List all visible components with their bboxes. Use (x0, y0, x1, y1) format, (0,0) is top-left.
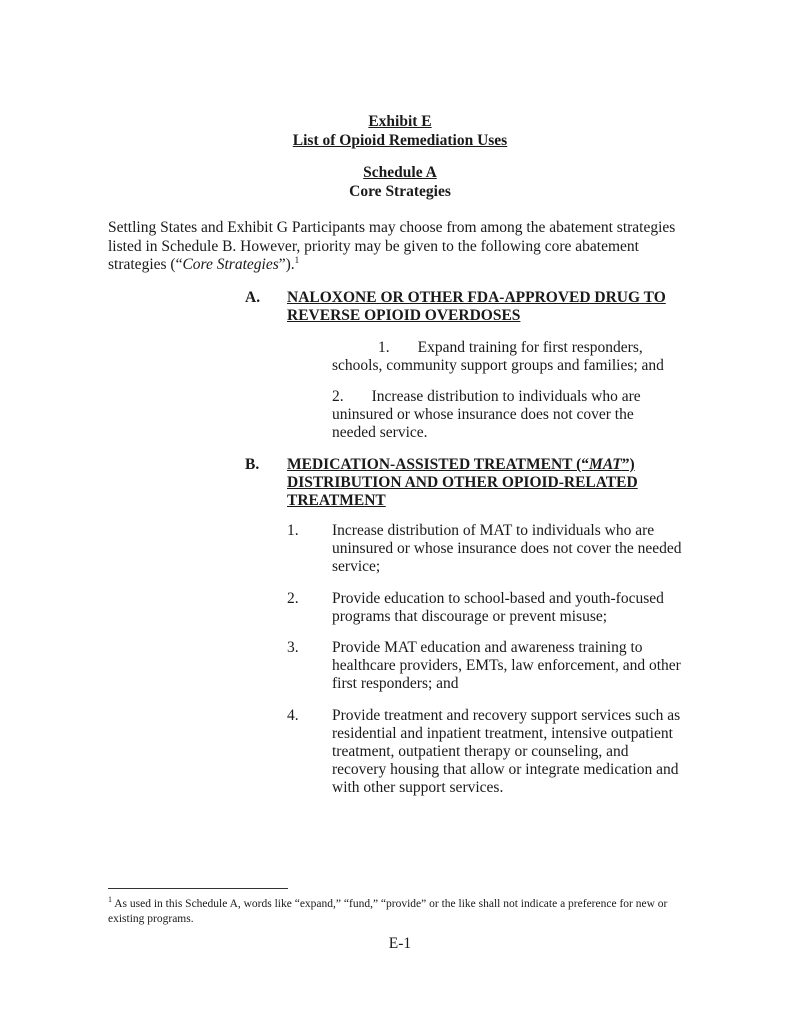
footnote-divider (108, 888, 288, 889)
exhibit-heading: Exhibit E (368, 113, 432, 130)
item-number: 1. (378, 339, 390, 356)
section-b-item-1-number: 1. (287, 522, 299, 539)
footnote (108, 897, 698, 927)
section-b-title (287, 456, 667, 510)
footnote-marker: 1 (108, 895, 112, 905)
section-b-item-4-number: 4. (287, 707, 299, 724)
section-a-item-2 (332, 388, 677, 442)
section-b-item-3-number: 3. (287, 639, 299, 656)
section-a-title: NALOXONE OR OTHER FDA-APPROVED DRUG TO REVERSE OPIOID OVERDOSES (287, 289, 666, 324)
section-b-letter: B. (245, 456, 260, 473)
intro-text: Settling States and Exhibit G Participants may choose from among the abatement strategies listed in Schedule B. However, priority may be given to the following core abatement strategies (“ (108, 219, 676, 273)
intro-italic-term: Core Strategies (182, 256, 279, 273)
schedule-title: Core Strategies (349, 183, 451, 200)
footnote-text: As used in this Schedule A, words like “expand,” “fund,” “provide” or the like shall not indicate a preference for new or existing programs. (108, 898, 668, 925)
section-b-item-2-number: 2. (287, 590, 299, 607)
page-number: E-1 (388, 935, 412, 952)
section-b-title-end: ”) DISTRIBUTION AND OTHER OPIOID-RELATED TREATMENT (287, 456, 638, 509)
list-title: List of Opioid Remediation Uses (292, 132, 508, 149)
item-text: Expand training for first responders, schools, community support groups and families; and (332, 339, 664, 374)
section-b-title-start: MEDICATION-ASSISTED TREATMENT (“ (287, 456, 590, 473)
section-b-item-3-text: Provide MAT education and awareness training to healthcare providers, EMTs, law enforcement, and other first responders; and (332, 639, 681, 692)
section-a-letter: A. (245, 289, 261, 306)
item-text: Increase distribution to individuals who are uninsured or whose insurance does not cover the needed service. (332, 388, 641, 441)
section-b-title-italic: MAT (589, 456, 622, 473)
section-b-item-1-text: Increase distribution of MAT to individuals who are uninsured or whose insurance does not cover the needed service; (332, 522, 682, 575)
section-a-item-1 (332, 339, 677, 375)
footnote-reference[interactable]: 1 (294, 254, 300, 265)
item-number: 2. (332, 388, 344, 405)
intro-text-end: ”). (278, 256, 295, 273)
schedule-heading: Schedule A (363, 164, 437, 181)
intro-paragraph (108, 219, 700, 275)
section-b-item-2-text: Provide education to school-based and youth-focused programs that discourage or prevent misuse; (332, 590, 664, 625)
section-b-item-4-text: Provide treatment and recovery support services such as residential and inpatient treatment, intensive outpatient treatment, outpatient therapy or counseling, and recovery housing that allow or integrate medication and with other support services. (332, 707, 681, 796)
